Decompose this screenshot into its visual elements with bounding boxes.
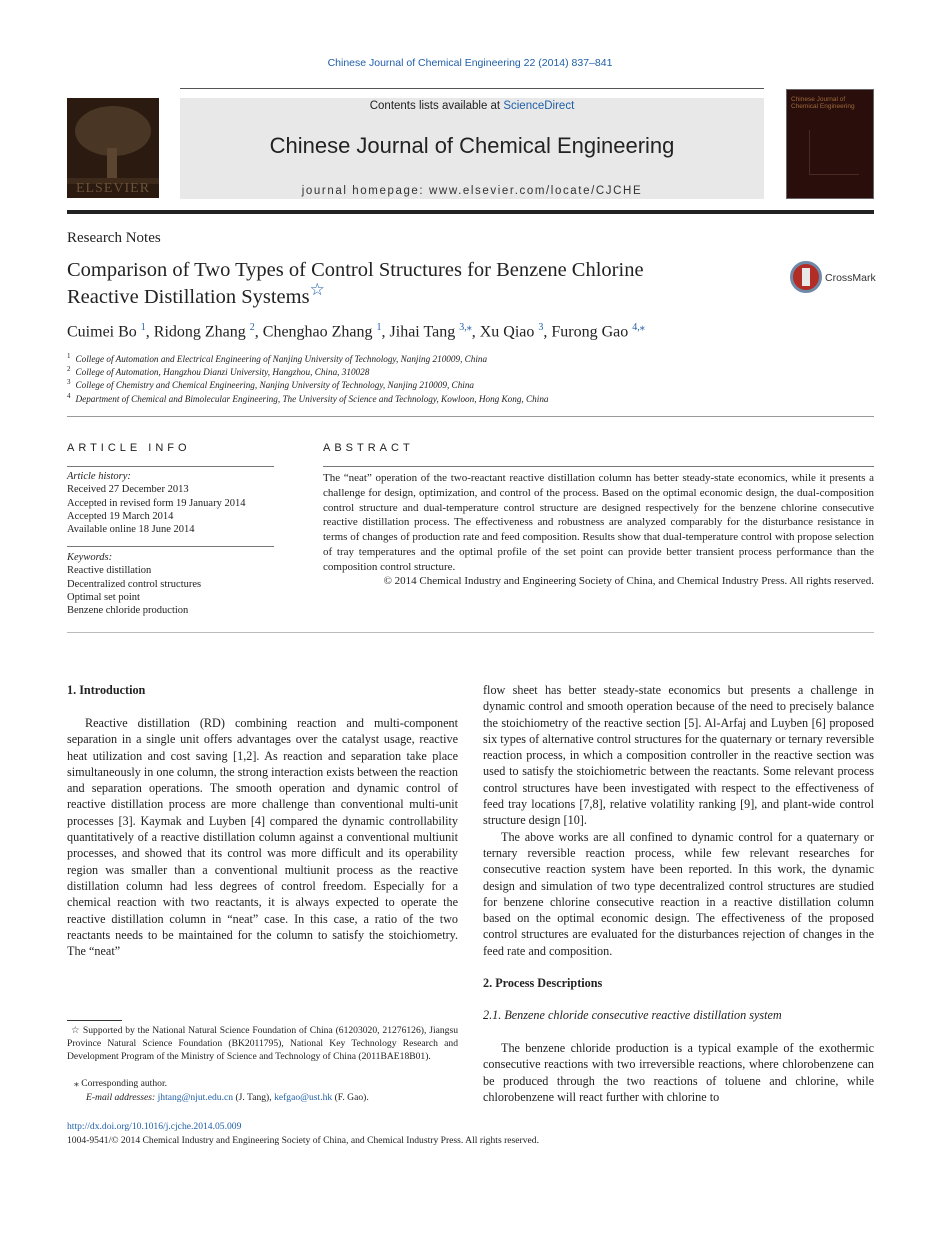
body-paragraph: The above works are all confined to dynamic control for a quaternary or ternary reversible reaction process, while few relevant researches for consecutive reaction system have been reported. In this work, the dynamic design and simulation of two type decentralized control structures are studied for benzene chlorine consecutive reaction in a reactive distillation column based on the optimal economic design. The effectiveness of the proposed control structures are evaluated for the disturbances rejection of changes in the feed rate and composition. [483, 829, 874, 958]
footnote-rule [67, 1020, 122, 1021]
author-name[interactable]: Jihai Tang [389, 323, 456, 341]
process-paragraph [483, 1040, 874, 1105]
keywords-rule [67, 546, 274, 547]
section-heading-process: 2. Process Descriptions [483, 976, 603, 990]
abstract-copyright: © 2014 Chemical Industry and Engineering Society of China, and Chemical Industry Press. All rights reserved. [383, 575, 874, 587]
corresponding-footnote [67, 1077, 458, 1090]
affiliation: $^2$ College of Automation, Hangzhou Dianzi University, Hangzhou, China, 310028 [67, 365, 370, 378]
crossmark-badge[interactable] [790, 261, 880, 295]
author-affil-ref[interactable]: 1 [376, 322, 382, 333]
contents-line [180, 100, 764, 112]
header-top-rule [180, 88, 764, 89]
keywords-label: Keywords: [67, 552, 113, 563]
issn-copyright: 1004-9541/© 2014 Chemical Industry and Engineering Society of China, and Chemical Industry Press. All rights reserved. [67, 1135, 539, 1146]
email-label: E-mail addresses: [86, 1092, 156, 1103]
title-footnote-star[interactable]: ☆ [309, 280, 325, 300]
history-received: Received 27 December 2013 [67, 484, 189, 496]
publisher-logo-wordmark: ELSEVIER [75, 181, 151, 196]
affiliation-divider [67, 416, 874, 417]
history-revised: Accepted in revised form 19 January 2014 [67, 497, 246, 509]
author-affil-ref[interactable]: 2 [249, 322, 255, 333]
article-title [67, 257, 767, 311]
journal-title: Chinese Journal of Chemical Engineering [269, 133, 675, 158]
journal-homepage[interactable]: journal homepage: www.elsevier.com/locate/CJCHE [301, 185, 643, 197]
article-title-line1: Comparison of Two Types of Control Structures for Benzene Chlorine [67, 259, 644, 281]
corresponding-text: Corresponding author. [81, 1078, 168, 1089]
doi-link[interactable]: http://dx.doi.org/10.1016/j.cjche.2014.05.009 [67, 1121, 242, 1132]
affiliation: $^1$ College of Automation and Electrical Engineering of Nanjing University of Technology, Nanjing 210009, China [67, 352, 488, 365]
email-footnote [86, 1091, 458, 1104]
email-link[interactable]: jhtang@njut.edu.cn [157, 1092, 234, 1103]
keyword-item: Benzene chloride production [67, 605, 189, 617]
journal-cover-thumbnail[interactable] [786, 89, 874, 199]
author-name[interactable]: Cuimei Bo [67, 323, 137, 341]
keyword-item: Reactive distillation [67, 565, 152, 577]
article-history [67, 470, 274, 536]
author-list: Cuimei Bo $^1$, Ridong Zhang $^2$, Chenghao Zhang $^1$, Jihai Tang $^{3,⁎}$, Xu Qiao $^3$, Furong Gao $^{4,⁎}$ [67, 322, 645, 341]
funding-footnote [67, 1024, 458, 1064]
affiliation: $^3$ College of Chemistry and Chemical Engineering, Nanjing University of Technology, Nanjing 210009, China [67, 378, 475, 391]
right-column-text [483, 682, 874, 959]
abstract-heading: ABSTRACT [323, 442, 414, 454]
article-type: Research Notes [67, 230, 161, 246]
article-info-heading: ARTICLE INFO [67, 442, 191, 454]
email-owner: (F. Gao). [334, 1092, 369, 1103]
intro-paragraph-text: Reactive distillation (RD) combining reaction and multi-component separation in a single unit offers advantages over the catalyst usage, reactive heat utilization and cost saving [1,2]. As reaction and separation take place simultaneously in one column, the strong interaction exists between the reaction and separation operations. The smooth operation and dynamic control of reactive distillation process are more challenge than conventional multi-unit processes [3]. Kaymak and Luyben [4] compared the dynamic controllability quantitatively of a reactive distillation column against a conventional multiunit processes, and showed that its control was more difficult and its operability region was smaller than a conventional multiunit process as the reactive distillation column had less degrees of control freedom. Especially for a chemical reaction with two reactants, it is always expected to operate the reactive distillation column in “neat” case. In this case, a ratio of the two reactants needs to be maintained for the column to satisfy the stoichiometry. The “neat” [67, 716, 458, 959]
history-label: Article history: [67, 471, 131, 482]
author-name[interactable]: Xu Qiao [479, 323, 535, 341]
affiliation: $^4$ Department of Chemical and Bimolecular Engineering, The University of Science and Technology, Kowloon, Hong Kong, China [67, 392, 549, 405]
section-heading-introduction: 1. Introduction [67, 683, 146, 697]
keyword-item: Optimal set point [67, 591, 140, 603]
author-name[interactable]: Furong Gao [551, 323, 629, 341]
author-name[interactable]: Ridong Zhang [153, 323, 246, 341]
process-paragraph-text: The benzene chloride production is a typical example of the exothermic consecutive reactions with two irreversible reactions, where chlorobenzene can be produced through the two reactions of toluene and chlorine, while chlorobenzene will react further with chlorine to [483, 1041, 874, 1104]
history-online: Available online 18 June 2014 [67, 524, 195, 536]
article-info-rule [67, 466, 274, 467]
author-affil-ref[interactable]: 3 [538, 322, 544, 333]
cover-graphic [809, 130, 859, 175]
intro-paragraph [67, 715, 458, 959]
keywords-block [67, 551, 274, 617]
abstract-divider [67, 632, 874, 633]
funding-text: Supported by the National Natural Science Foundation of China (61203020, 21276126), Jiangsu Province Natural Science Foundation (BK2011795), National Key Technology Research and Development Program of the Ministry of Science and Technology of China (2011BAE18B01). [67, 1025, 458, 1063]
crossmark-icon [790, 261, 822, 293]
footnote-asterisk-mark: ⁎ [74, 1078, 79, 1089]
cover-title-text: Chinese Journal of Chemical Engineering [791, 96, 855, 110]
history-accepted: Accepted 19 March 2014 [67, 510, 174, 522]
article-title-line2: Reactive Distillation Systems [67, 286, 310, 308]
continuation-paragraph: flow sheet has better steady-state economics but presents a challenge in dynamic control and smooth operation because of the need to precisely balance the stoichiometry of the reactive section [5]. Al-Arfaj and Luyben [6] proposed six types of alternative control structures for the quaternary or ternary reversible reaction process, in which a composition controller in the reactive section was used to satisfy the stoichiometric between the reactants. Some relevant process control structures have been investigated with respect to the effectiveness of feed tray locations [7,8], relative volatility ranking [9], and plant-wide control structure design [10]. [483, 683, 874, 828]
tree-trunk-shape [107, 148, 117, 182]
journal-citation-link[interactable]: Chinese Journal of Chemical Engineering 22 (2014) 837–841 [327, 57, 613, 69]
author-affil-ref[interactable]: 4,⁎ [632, 322, 645, 333]
subsection-heading: 2.1. Benzene chloride consecutive reactive distillation system [483, 1008, 782, 1022]
keyword-item: Decentralized control structures [67, 578, 202, 590]
publisher-logo[interactable] [67, 98, 159, 198]
sciencedirect-link[interactable]: ScienceDirect [503, 100, 575, 112]
email-link[interactable]: kefgao@ust.hk [274, 1092, 333, 1103]
author-name[interactable]: Chenghao Zhang [262, 323, 373, 341]
author-affil-ref[interactable]: 3,⁎ [459, 322, 472, 333]
abstract-rule [323, 466, 874, 467]
author-affil-ref[interactable]: 1 [140, 322, 146, 333]
header-divider [67, 210, 874, 214]
abstract-text: The “neat” operation of the two-reactant reactive distillation column has better steady-state economics, while it presents a challenge for design, optimization, and control of the process. Based on the optimal economic design, the dual-composition control structure and dual-temperature control structure are designed respectively for the benzene chlorine consecutive reactive distillation process. The effectiveness and robustness are analyzed comparably for the disturbance resistance in terms of changes of production rate and feed composition. Results show that dual-temperature control with propose selection of tray temperatures and the optimal profile of the set point can provide better transient process performance than the composition control structure. [323, 472, 874, 573]
crossmark-label: CrossMark [825, 272, 876, 284]
contents-prefix: Contents lists available at [369, 100, 504, 112]
footnote-star-mark: ☆ [71, 1025, 81, 1036]
email-owner: (J. Tang), [235, 1092, 272, 1103]
